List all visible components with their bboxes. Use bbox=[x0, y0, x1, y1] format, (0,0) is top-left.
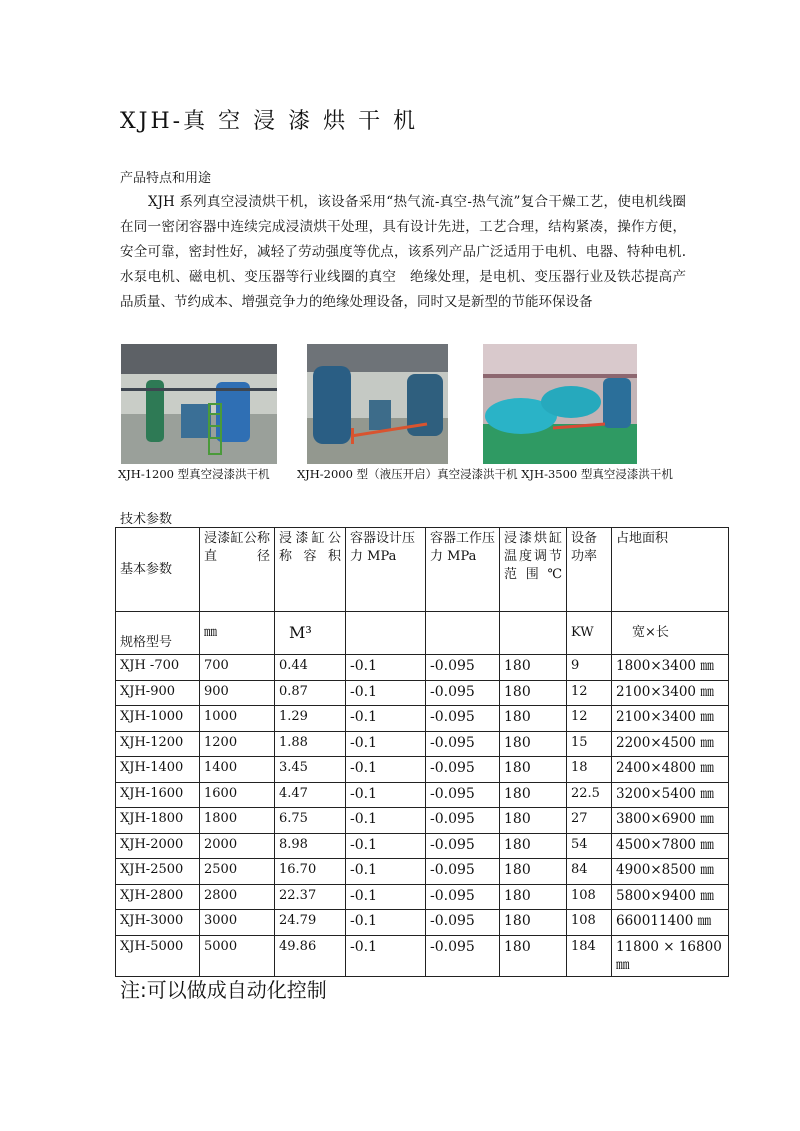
table-row bbox=[116, 655, 729, 681]
table-row bbox=[116, 731, 729, 757]
cell-area: 3200×5400 ㎜ bbox=[612, 782, 729, 808]
cell-volume: 0.87 bbox=[275, 680, 346, 706]
cell-design-pressure: -0.1 bbox=[346, 910, 426, 936]
cell-work-pressure: -0.095 bbox=[426, 680, 500, 706]
cell-model: XJH-1200 bbox=[116, 731, 200, 757]
header-area: 占地面积 bbox=[612, 528, 729, 612]
unit-temp bbox=[500, 612, 567, 655]
photo-xjh-1200 bbox=[121, 344, 277, 464]
cell-volume: 4.47 bbox=[275, 782, 346, 808]
cell-area: 4500×7800 ㎜ bbox=[612, 833, 729, 859]
caption-xjh-2000: XJH-2000 型（液压开启）真空浸漆洪干机 bbox=[296, 467, 518, 481]
cell-area: 2100×3400 ㎜ bbox=[612, 680, 729, 706]
header-volume: 浸漆缸公称容积 bbox=[275, 528, 346, 612]
cell-area: 1800×3400 ㎜ bbox=[612, 655, 729, 681]
cell-design-pressure: -0.1 bbox=[346, 655, 426, 681]
cell-power: 22.5 bbox=[567, 782, 612, 808]
cell-work-pressure: -0.095 bbox=[426, 833, 500, 859]
cell-model: XJH -700 bbox=[116, 655, 200, 681]
unit-volume: M³ bbox=[275, 612, 346, 655]
table-row bbox=[116, 859, 729, 885]
cell-work-pressure: -0.095 bbox=[426, 910, 500, 936]
cell-design-pressure: -0.1 bbox=[346, 833, 426, 859]
cell-volume: 49.86 bbox=[275, 935, 346, 976]
cell-area: 11800 × 16800 ㎜ bbox=[612, 935, 729, 976]
table-row bbox=[116, 757, 729, 783]
cell-power: 108 bbox=[567, 910, 612, 936]
cell-work-pressure: -0.095 bbox=[426, 706, 500, 732]
cell-model: XJH-5000 bbox=[116, 935, 200, 976]
cell-volume: 16.70 bbox=[275, 859, 346, 885]
table-row bbox=[116, 935, 729, 976]
cell-temp: 180 bbox=[500, 782, 567, 808]
cell-volume: 0.44 bbox=[275, 655, 346, 681]
cell-model: XJH-1600 bbox=[116, 782, 200, 808]
cell-model: XJH-1400 bbox=[116, 757, 200, 783]
cell-diameter: 1200 bbox=[200, 731, 275, 757]
cell-power: 108 bbox=[567, 884, 612, 910]
cell-model: XJH-1800 bbox=[116, 808, 200, 834]
cell-diameter: 5000 bbox=[200, 935, 275, 976]
cell-area: 660011400 ㎜ bbox=[612, 910, 729, 936]
table-row bbox=[116, 782, 729, 808]
cell-work-pressure: -0.095 bbox=[426, 859, 500, 885]
cell-volume: 6.75 bbox=[275, 808, 346, 834]
header-design-pressure: 容器设计压力 MPa bbox=[346, 528, 426, 612]
table-row bbox=[116, 833, 729, 859]
cell-design-pressure: -0.1 bbox=[346, 731, 426, 757]
cell-temp: 180 bbox=[500, 859, 567, 885]
unit-diameter: ㎜ bbox=[200, 612, 275, 655]
unit-model: 规格型号 bbox=[116, 612, 200, 655]
document-title: XJH-真 空 浸 漆 烘 干 机 bbox=[120, 109, 419, 134]
cell-power: 54 bbox=[567, 833, 612, 859]
header-diameter: 浸漆缸公称直径 bbox=[200, 528, 275, 612]
cell-temp: 180 bbox=[500, 808, 567, 834]
cell-model: XJH-3000 bbox=[116, 910, 200, 936]
caption-xjh-3500: XJH-3500 型真空浸漆洪干机 bbox=[521, 467, 673, 481]
cell-work-pressure: -0.095 bbox=[426, 808, 500, 834]
cell-design-pressure: -0.1 bbox=[346, 706, 426, 732]
cell-volume: 22.37 bbox=[275, 884, 346, 910]
cell-model: XJH-1000 bbox=[116, 706, 200, 732]
cell-power: 27 bbox=[567, 808, 612, 834]
cell-diameter: 3000 bbox=[200, 910, 275, 936]
photo-xjh-3500 bbox=[483, 344, 637, 464]
table-row bbox=[116, 884, 729, 910]
cell-area: 2400×4800 ㎜ bbox=[612, 757, 729, 783]
cell-power: 12 bbox=[567, 680, 612, 706]
cell-temp: 180 bbox=[500, 935, 567, 976]
cell-temp: 180 bbox=[500, 833, 567, 859]
table-row bbox=[116, 808, 729, 834]
intro-paragraph: XJH 系列真空浸渍烘干机，该设备采用“热气流-真空-热气流”复合干燥工艺，使电机线圈在同一密闭容器中连续完成浸渍烘干处理，具有设计先进，工艺合理，结构紧凑，操作方便，安全可靠，密封性好，减轻了劳动强度等优点，该系列产品广泛适用于电机、电器、特种电机. 水泵电机、磁电机、变压器等行业线圈的真空 绝缘处理，是电机、变压器行业及铁芯提高产品质量、节约成本、增强竞争力的绝缘处理设备，同时又是新型的节能环保设备 bbox=[120, 194, 686, 310]
table-row bbox=[116, 680, 729, 706]
note: 注:可以做成自动化控制 bbox=[120, 978, 327, 1002]
cell-diameter: 1600 bbox=[200, 782, 275, 808]
cell-design-pressure: -0.1 bbox=[346, 808, 426, 834]
cell-design-pressure: -0.1 bbox=[346, 884, 426, 910]
unit-design-pressure bbox=[346, 612, 426, 655]
cell-diameter: 2500 bbox=[200, 859, 275, 885]
cell-power: 15 bbox=[567, 731, 612, 757]
cell-model: XJH-2500 bbox=[116, 859, 200, 885]
cell-volume: 1.88 bbox=[275, 731, 346, 757]
cell-temp: 180 bbox=[500, 680, 567, 706]
cell-model: XJH-900 bbox=[116, 680, 200, 706]
specs-heading: 技术参数 bbox=[120, 512, 173, 527]
unit-row bbox=[116, 612, 729, 655]
cell-model: XJH-2000 bbox=[116, 833, 200, 859]
cell-work-pressure: -0.095 bbox=[426, 782, 500, 808]
photo-captions bbox=[118, 466, 688, 482]
features-heading: 产品特点和用途 bbox=[120, 171, 212, 186]
header-power: 设备功率 bbox=[567, 528, 612, 612]
cell-power: 84 bbox=[567, 859, 612, 885]
cell-diameter: 700 bbox=[200, 655, 275, 681]
cell-temp: 180 bbox=[500, 884, 567, 910]
photo-xjh-2000 bbox=[307, 344, 448, 464]
cell-diameter: 1000 bbox=[200, 706, 275, 732]
cell-diameter: 900 bbox=[200, 680, 275, 706]
cell-diameter: 1800 bbox=[200, 808, 275, 834]
cell-area: 3800×6900 ㎜ bbox=[612, 808, 729, 834]
caption-xjh-1200: XJH-1200 型真空浸漆洪干机 bbox=[118, 467, 270, 481]
table-row bbox=[116, 910, 729, 936]
cell-diameter: 2000 bbox=[200, 833, 275, 859]
cell-design-pressure: -0.1 bbox=[346, 757, 426, 783]
cell-temp: 180 bbox=[500, 706, 567, 732]
cell-volume: 8.98 bbox=[275, 833, 346, 859]
cell-temp: 180 bbox=[500, 655, 567, 681]
cell-model: XJH-2800 bbox=[116, 884, 200, 910]
cell-volume: 3.45 bbox=[275, 757, 346, 783]
header-temp: 浸漆烘缸温度调节范围℃ bbox=[500, 528, 567, 612]
header-basic: 基本参数 bbox=[116, 528, 200, 612]
header-row bbox=[116, 528, 729, 612]
cell-work-pressure: -0.095 bbox=[426, 655, 500, 681]
cell-diameter: 1400 bbox=[200, 757, 275, 783]
cell-power: 184 bbox=[567, 935, 612, 976]
cell-design-pressure: -0.1 bbox=[346, 782, 426, 808]
cell-power: 12 bbox=[567, 706, 612, 732]
cell-work-pressure: -0.095 bbox=[426, 884, 500, 910]
cell-area: 2200×4500 ㎜ bbox=[612, 731, 729, 757]
cell-work-pressure: -0.095 bbox=[426, 757, 500, 783]
unit-work-pressure bbox=[426, 612, 500, 655]
table-row bbox=[116, 706, 729, 732]
unit-power: KW bbox=[567, 612, 612, 655]
cell-area: 4900×8500 ㎜ bbox=[612, 859, 729, 885]
cell-design-pressure: -0.1 bbox=[346, 935, 426, 976]
cell-design-pressure: -0.1 bbox=[346, 859, 426, 885]
cell-work-pressure: -0.095 bbox=[426, 935, 500, 976]
unit-area: 宽×长 bbox=[612, 612, 729, 655]
cell-area: 2100×3400 ㎜ bbox=[612, 706, 729, 732]
cell-diameter: 2800 bbox=[200, 884, 275, 910]
cell-work-pressure: -0.095 bbox=[426, 731, 500, 757]
cell-power: 9 bbox=[567, 655, 612, 681]
header-work-pressure: 容器工作压力 MPa bbox=[426, 528, 500, 612]
cell-temp: 180 bbox=[500, 731, 567, 757]
cell-volume: 1.29 bbox=[275, 706, 346, 732]
spec-table bbox=[115, 527, 729, 977]
cell-design-pressure: -0.1 bbox=[346, 680, 426, 706]
cell-area: 5800×9400 ㎜ bbox=[612, 884, 729, 910]
cell-volume: 24.79 bbox=[275, 910, 346, 936]
cell-temp: 180 bbox=[500, 910, 567, 936]
cell-power: 18 bbox=[567, 757, 612, 783]
cell-temp: 180 bbox=[500, 757, 567, 783]
